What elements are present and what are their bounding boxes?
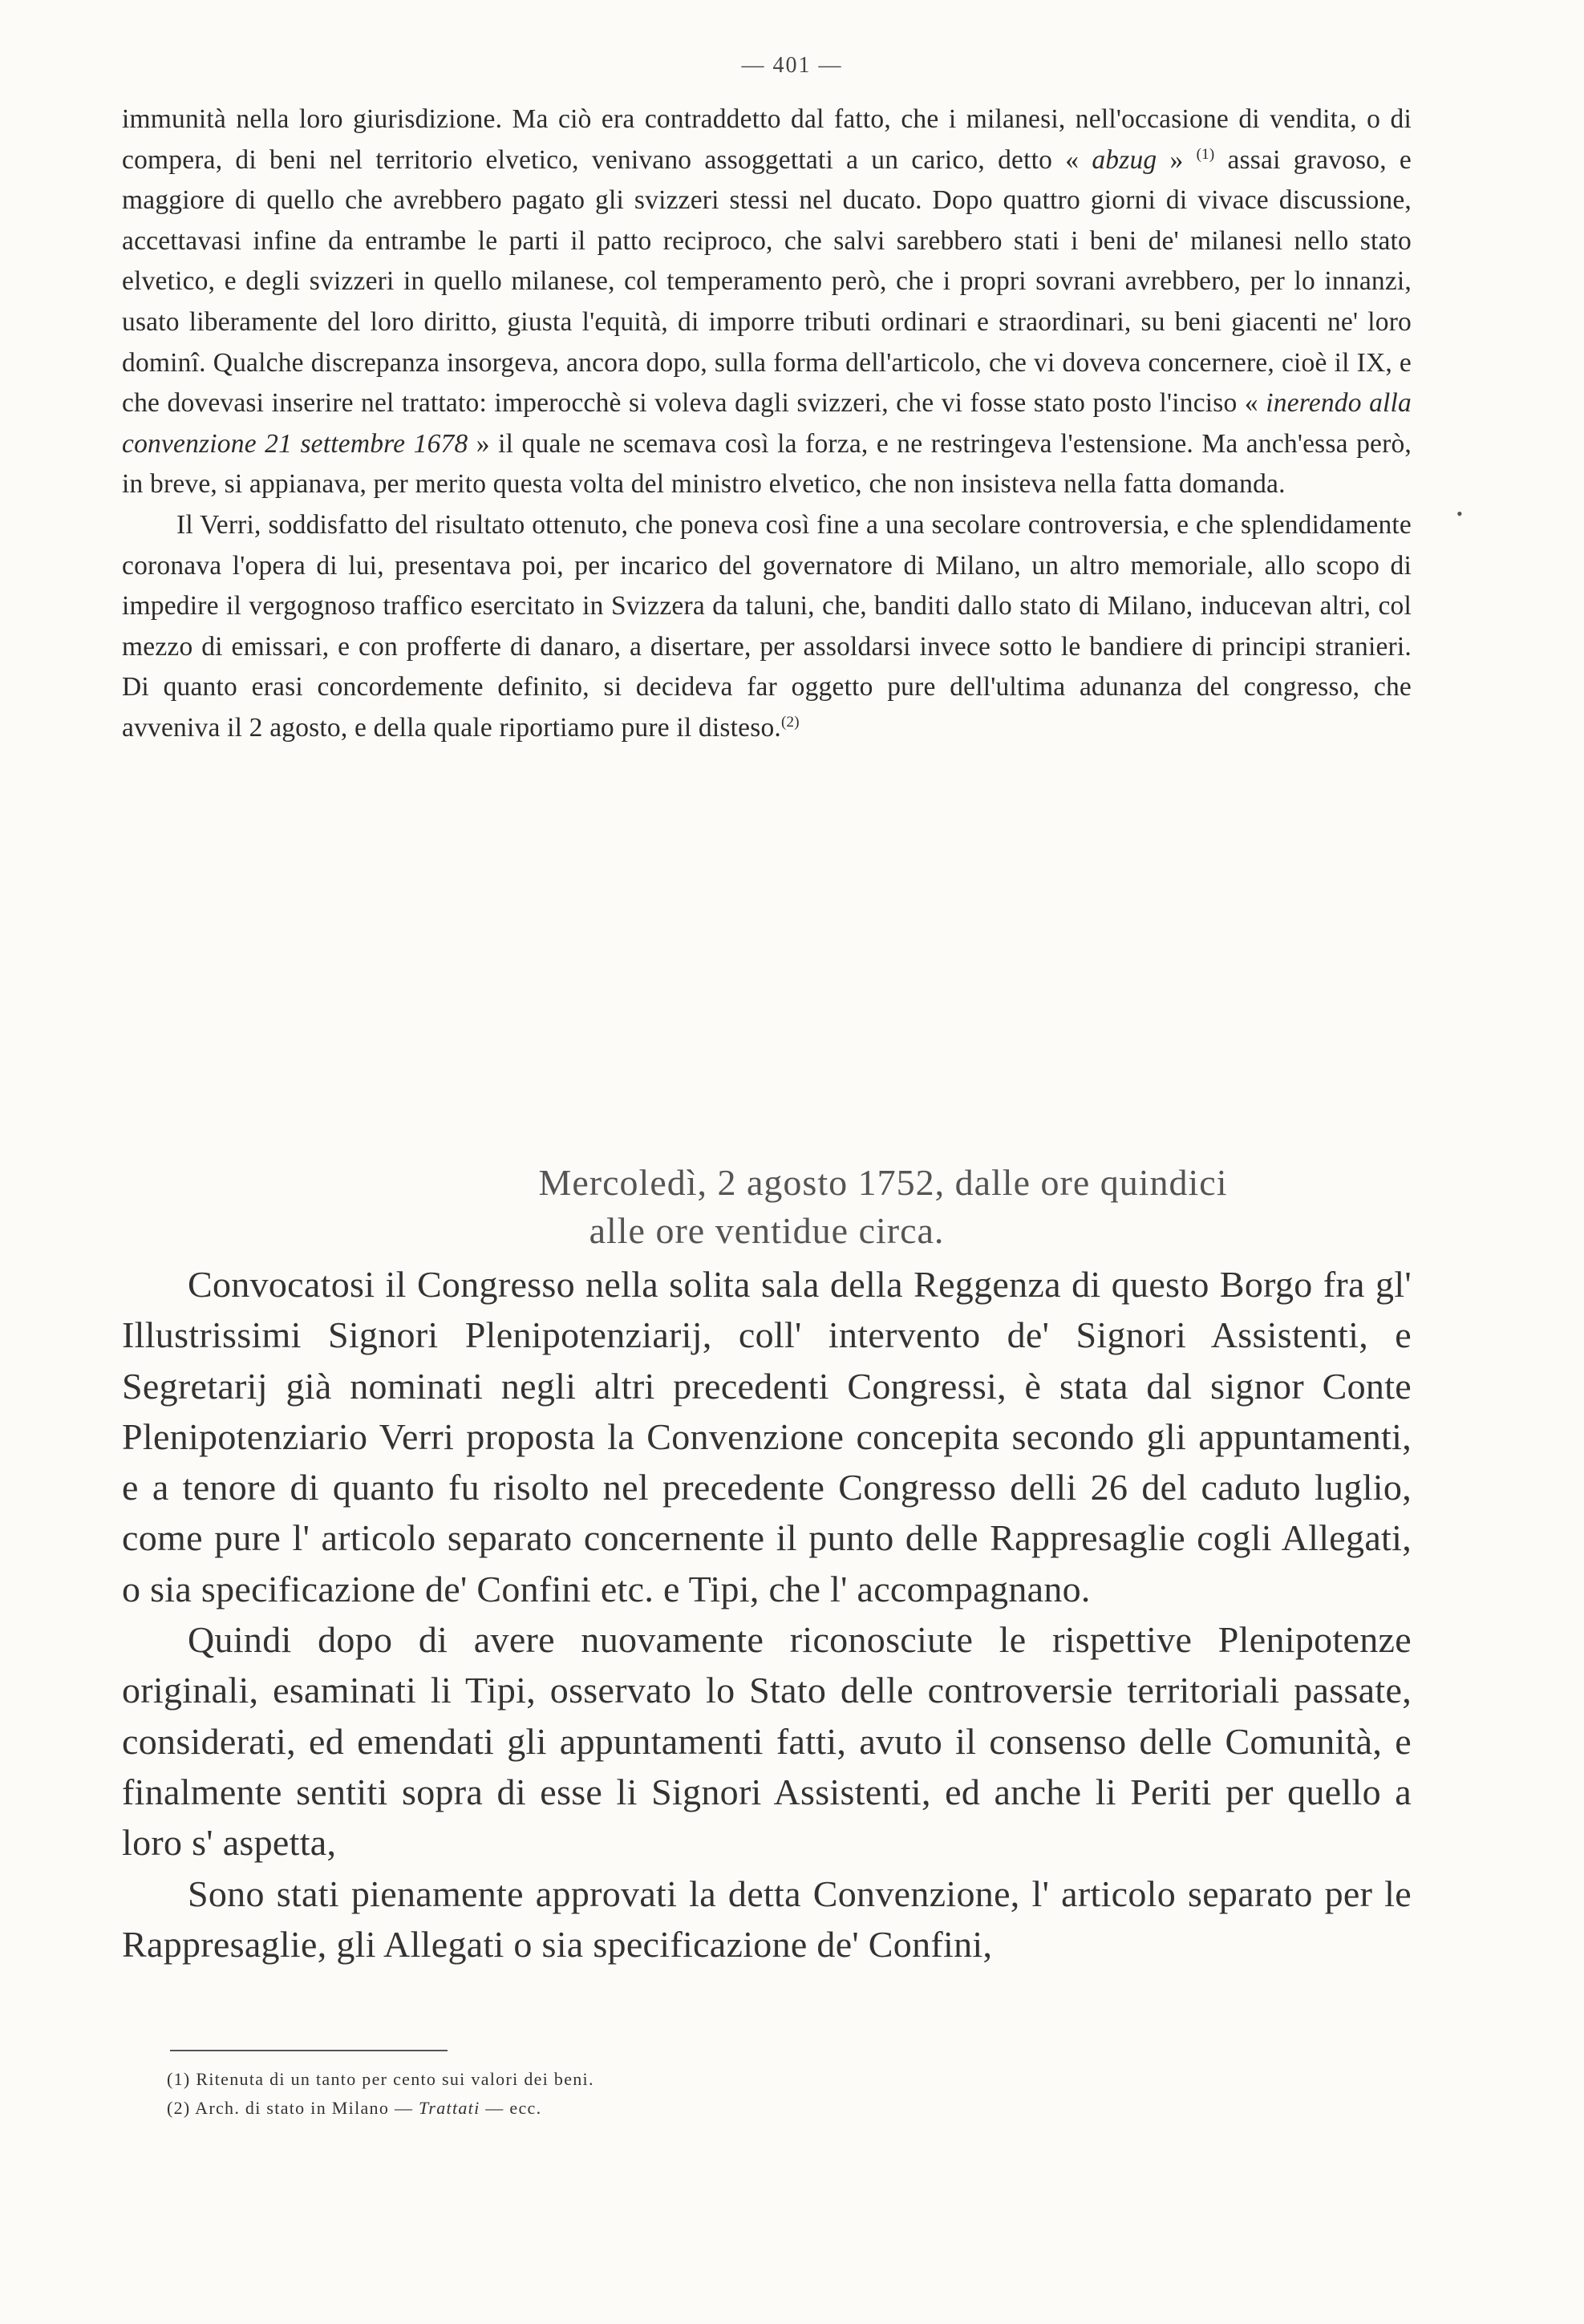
footnote-2-title: Trattati (419, 2098, 480, 2118)
footnote-ref-1: (1) (1196, 145, 1215, 163)
commentary-paragraph-1: immunità nella loro giurisdizione. Ma ciò era contraddetto dal fatto, che i milanesi, nell'occasione di vendita, o di compera, di beni nel territorio elvetico, venivano assoggettati a un carico, detto « abzug » $^{(1)}$ assai gravoso, e maggiore di quello che avrebbero pagato gli svizzeri stessi nel ducato. Dopo quattro giorni di vivace discussione, accettavasi infine da entrambe le parti il patto reciproco, che salvi sarebbero stati i beni de' milanesi nello stato elvetico, e degli svizzeri in quello milanese, col temperamento però, che i propri sovrani avrebbero, per lo innanzi, usato liberamente del loro diritto, giusta l'equità, di imporre tributi ordinari e straordinari, su beni giacenti ne' loro dominî. Qualche discrepanza insorgeva, ancora dopo, sulla forma dell'articolo, che vi doveva concernere, cioè il IX, e che dovevasi inserire nel trattato: imperocchè si voleva dagli svizzeri, che vi fosse stato posto l'inciso « inerendo alla convenzione 21 settembre 1678 » il quale ne scemava così la forza, e ne restringeva l'estensione. Ma anch'essa però, in breve, si appianava, per merito questa volta del ministro elvetico, che non insisteva nella fatta domanda. (122, 104, 1412, 500)
footnote-1: (1) Ritenuta di un tanto per cento sui valori dei beni. (167, 2069, 594, 2089)
record-paragraph-2: Quindi dopo di avere nuovamente riconosciute le rispettive Plenipotenze originali, esaminati li Tipi, osservato lo Stato delle controversie territoriali passate, considerati, ed emendati gli appuntamenti fatti, avuto il consenso delle Comunità, e finalmente sentiti sopra di esse li Signori Assistenti, ed anche li Periti per quello a loro s' aspetta, (122, 1619, 1412, 1864)
footnote-2: (2) Arch. di stato in Milano — Trattati — ecc. (167, 2098, 542, 2118)
session-heading-line-1: Mercoledì, 2 agosto 1752, dalle ore quindici (538, 1162, 1228, 1203)
quoted-clause: inerendo alla convenzione 21 settembre 1678 (122, 388, 1412, 459)
footnotes (167, 2065, 1129, 2123)
congress-record (122, 1259, 1412, 1970)
record-paragraph-1: Convocatosi il Congresso nella solita sala della Reggenza di questo Borgo fra gl' Illustrissimi Signori Plenipotenziarij, coll' intervento de' Signori Assistenti, e Segretarij già nominati negli altri precedenti Congressi, è stata dal signor Conte Plenipotenziario Verri proposta la Convenzione concepita secondo gli appuntamenti, e a tenore di quanto fu risolto nel precedente Congresso delli 26 del caduto luglio, come pure l' articolo separato concernente il punto delle Rappresaglie cogli Allegati, o sia specificazione de' Confini etc. e Tipi, che l' accompagnano. (122, 1264, 1412, 1609)
commentary-text (122, 99, 1412, 749)
term-abzug: abzug (1092, 144, 1157, 175)
margin-mark: • (1456, 504, 1463, 524)
record-paragraph-3: Sono stati pienamente approvati la detta Convenzione, l' articolo separato per le Rappresaglie, gli Allegati o sia specificazione de' Confini, (122, 1873, 1412, 1965)
page-number: — 401 — (741, 53, 843, 78)
session-heading-line-2: alle ore ventidue circa. (589, 1210, 945, 1251)
session-heading (122, 1159, 1412, 1255)
footnote-divider (170, 2050, 448, 2051)
commentary-paragraph-2: Il Verri, soddisfatto del risultato ottenuto, che poneva così fine a una secolare controversia, e che splendidamente coronava l'opera di lui, presentava poi, per incarico del governatore di Milano, un altro memoriale, allo scopo di impedire il vergognoso traffico esercitato in Svizzera da taluni, che, banditi dallo stato di Milano, inducevan altri, col mezzo di emissari, e con profferte di danaro, a disertare, per assoldarsi invece sotto le bandiere di principi stranieri. Di quanto erasi concordemente definito, si decideva far oggetto pure dell'ultima adunanza del congresso, che avveniva il 2 agosto, e della quale riportiamo pure il disteso.$^{(2)}$ (122, 509, 1412, 743)
footnote-ref-2: (2) (780, 713, 800, 731)
